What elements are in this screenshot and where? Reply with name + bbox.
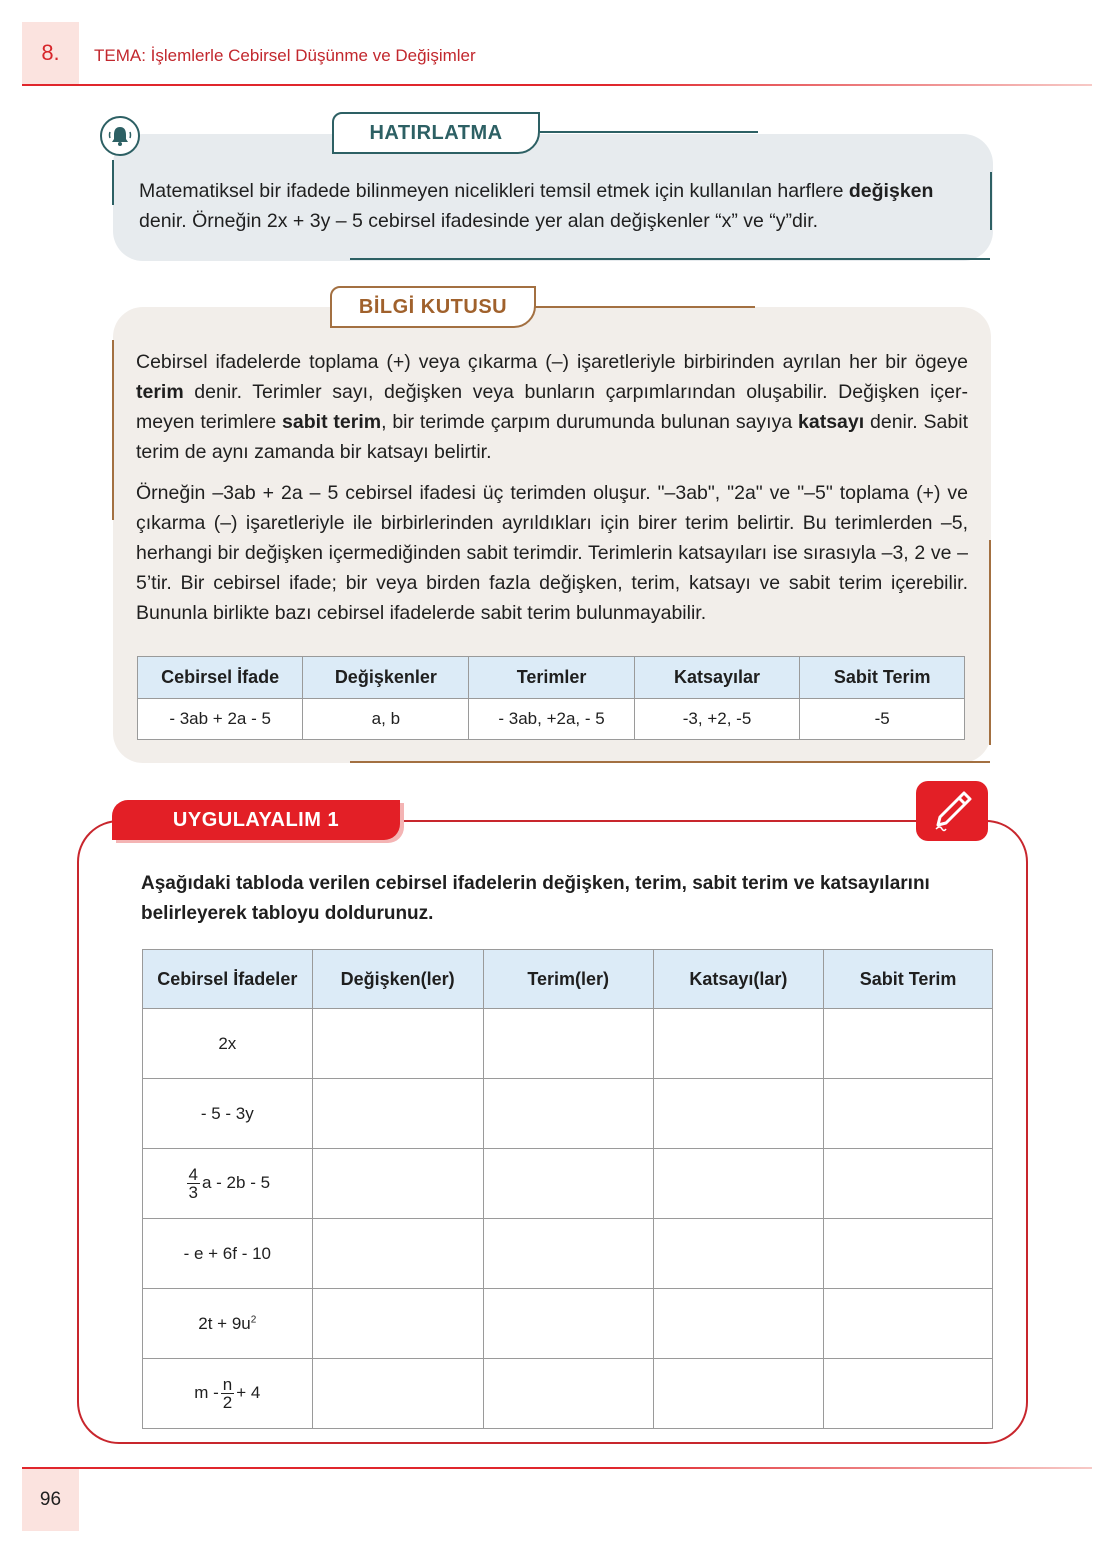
practice-title: UYGULAYALIM 1: [172, 808, 340, 831]
reminder-border-line: [350, 258, 990, 260]
expression-text: + 4: [236, 1382, 261, 1402]
fraction-numerator: n: [222, 1375, 233, 1394]
answer-cell[interactable]: [483, 1149, 653, 1219]
reminder-text: [139, 176, 974, 236]
answer-cell[interactable]: [312, 1079, 483, 1149]
exponent: 2: [250, 1313, 257, 1325]
reminder-bold-term: değişken: [848, 180, 934, 202]
reminder-border-line: [112, 160, 114, 205]
reminder-tab: [332, 112, 540, 154]
info-text: , bir terimde çarpım durumunda bulunan sayıya: [381, 411, 799, 433]
expression-cell: [143, 1359, 313, 1429]
answer-cell[interactable]: [824, 1289, 993, 1359]
answer-cell[interactable]: [824, 1009, 993, 1079]
expression-cell: [143, 1289, 313, 1359]
fraction-denominator: 2: [222, 1393, 233, 1412]
pencil-icon: [916, 781, 988, 841]
info-table: [137, 656, 965, 740]
fraction-numerator: 4: [188, 1165, 198, 1184]
reminder-border-line: [540, 131, 758, 133]
answer-cell[interactable]: [483, 1219, 653, 1289]
expression-cell: [143, 1149, 313, 1219]
fraction: [187, 1166, 200, 1201]
answer-cell[interactable]: [824, 1149, 993, 1219]
expression-text: 2t + 9u: [198, 1313, 251, 1333]
expression-cell: 2x: [143, 1009, 313, 1079]
table-header-cell: Terimler: [469, 657, 634, 699]
answer-cell[interactable]: [483, 1009, 653, 1079]
answer-cell[interactable]: [653, 1219, 824, 1289]
footer-divider: [22, 1467, 1092, 1469]
info-text: denir. Sabit terim de aynı zamanda bir katsayı belirtir.: [136, 411, 968, 463]
answer-cell[interactable]: [653, 1359, 824, 1429]
expression-text: a - 2b - 5: [202, 1172, 271, 1192]
info-paragraph-1: [136, 347, 968, 467]
reminder-border-line: [990, 172, 992, 230]
table-row: [143, 1219, 993, 1289]
bell-icon: [100, 116, 140, 156]
answer-cell[interactable]: [312, 1289, 483, 1359]
table-header-row: [138, 657, 965, 699]
answer-cell[interactable]: [824, 1079, 993, 1149]
expression-cell: - 5 - 3y: [143, 1079, 313, 1149]
info-text: denir. Terimler sayı, değişken veya bunların çarpımlarından oluşabilir. Değişken içer-meyen terimlere: [136, 381, 968, 433]
table-header-cell: Değişkenler: [303, 657, 469, 699]
header-divider: [22, 84, 1092, 86]
answer-cell[interactable]: [312, 1149, 483, 1219]
table-row: [143, 1149, 993, 1219]
info-border-line: [112, 340, 114, 520]
info-border-line: [989, 540, 991, 745]
table-header-cell: Katsayı(lar): [653, 950, 824, 1009]
reminder-text-part: Matematiksel bir ifadede bilinmeyen nicelikleri temsil etmek için kullanılan harflere: [139, 180, 849, 202]
chapter-number: 8.: [22, 22, 79, 84]
answer-cell[interactable]: [653, 1009, 824, 1079]
table-cell: - 3ab, +2a, - 5: [469, 699, 634, 740]
reminder-text-part: denir. Örneğin 2x + 3y – 5 cebirsel ifadesinde yer alan değişkenler “x” ve “y”dir.: [139, 210, 819, 232]
fraction-denominator: 3: [188, 1183, 198, 1202]
answer-cell[interactable]: [824, 1359, 993, 1429]
table-row: [143, 1009, 993, 1079]
practice-instruction: Aşağıdaki tabloda verilen cebirsel ifadelerin değişken, terim, sabit terim ve katsayılarını belirleyerek tabloyu doldurunuz.: [141, 873, 930, 924]
answer-cell[interactable]: [483, 1359, 653, 1429]
table-row: [143, 1079, 993, 1149]
table-header-cell: Değişken(ler): [312, 950, 483, 1009]
answer-cell[interactable]: [312, 1359, 483, 1429]
table-header-cell: Katsayılar: [634, 657, 800, 699]
info-bold-term: katsayı: [798, 411, 865, 433]
table-cell: a, b: [303, 699, 469, 740]
answer-cell[interactable]: [312, 1219, 483, 1289]
info-text: Cebirsel ifadelerde toplama (+) veya çıkarma (–) işaretleriyle birbirinden ayrılan her bir ögeye: [136, 351, 968, 373]
table-header-cell: Sabit Terim: [824, 950, 993, 1009]
expression-cell: - e + 6f - 10: [143, 1219, 313, 1289]
table-header-cell: Terim(ler): [483, 950, 653, 1009]
answer-cell[interactable]: [312, 1009, 483, 1079]
table-cell: - 3ab + 2a - 5: [138, 699, 303, 740]
table-row: [143, 1359, 993, 1429]
answer-cell[interactable]: [824, 1219, 993, 1289]
expression-text: m -: [194, 1382, 219, 1402]
fraction: [221, 1376, 234, 1411]
practice-tab: [112, 800, 400, 840]
info-box-title: BİLGİ KUTUSU: [358, 295, 508, 318]
table-header-row: [143, 950, 993, 1009]
page-number: 96: [22, 1469, 79, 1531]
table-row: [143, 1289, 993, 1359]
table-cell: -3, +2, -5: [634, 699, 800, 740]
answer-cell[interactable]: [653, 1289, 824, 1359]
info-bold-term: terim: [136, 381, 184, 403]
table-cell: -5: [800, 699, 965, 740]
table-header-cell: Sabit Terim: [800, 657, 965, 699]
info-bold-term: sabit terim: [282, 411, 382, 433]
answer-cell[interactable]: [483, 1289, 653, 1359]
answer-cell[interactable]: [653, 1079, 824, 1149]
reminder-title: HATIRLATMA: [369, 121, 503, 144]
info-paragraph-2: Örneğin –3ab + 2a – 5 cebirsel ifadesi üç terimden oluşur. "–3ab", "2a" ve "–5" toplama (+) ve çıkarma (–) işaretleriyle ile birbirlerinden ayrıldıkları için birer terim belirtir. Bu terimlerden –5, herhangi bir değişken içermediğinden sabit terimdir. Terimlerin katsayıları ise sırasıyla –3, 2 ve –5’tir. Bir cebirsel ifade; bir veya birden fazla değişken, terim, katsayı ve sabit terim içerebilir. Bununla birlikte bazı cebirsel ifadelerde sabit terim bulunmayabilir.: [136, 482, 968, 624]
practice-table: [142, 949, 993, 1429]
theme-title: TEMA: İşlemlerle Cebirsel Düşünme ve Değişimler: [94, 46, 476, 65]
info-border-line: [350, 761, 990, 763]
answer-cell[interactable]: [653, 1149, 824, 1219]
table-header-cell: Cebirsel İfadeler: [143, 950, 313, 1009]
info-box-tab: [330, 286, 536, 328]
info-border-line: [535, 306, 755, 308]
table-row: [138, 699, 965, 740]
table-header-cell: Cebirsel İfade: [138, 657, 303, 699]
answer-cell[interactable]: [483, 1079, 653, 1149]
